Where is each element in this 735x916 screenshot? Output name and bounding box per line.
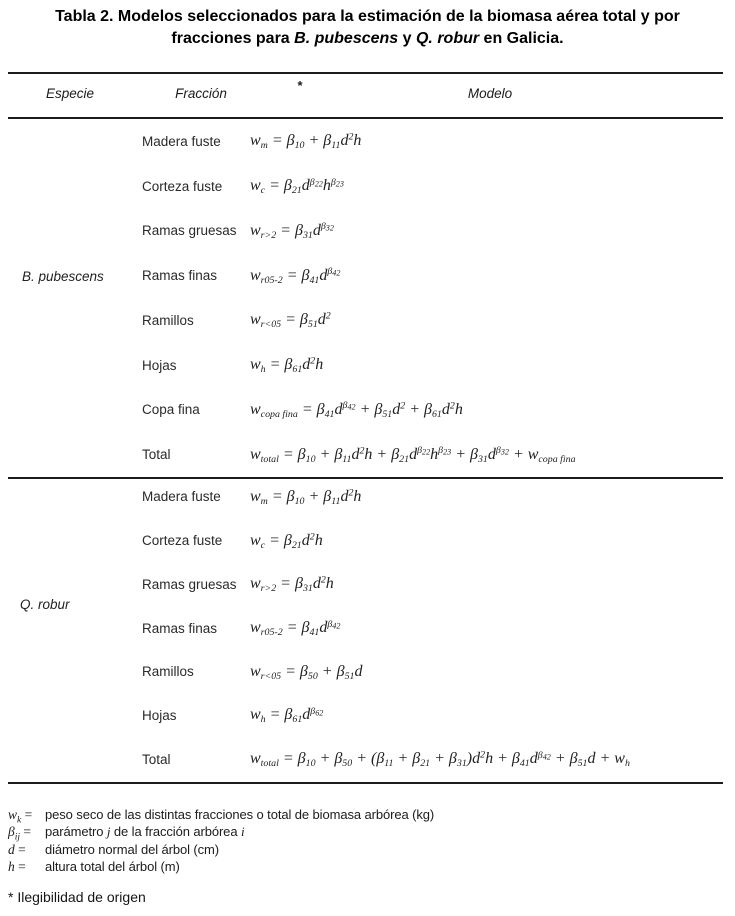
fraction-label: Copa fina: [142, 402, 200, 418]
footnote-text: parámetro j de la fracción arbórea i: [45, 824, 245, 840]
fraction-label: Madera fuste: [142, 489, 221, 505]
model-formula: $w_c = \beta_{21}d^{\beta_{22}}h^{\beta_{23}}$: [250, 176, 344, 197]
table-row: [0, 475, 735, 519]
species-label-q-robur: Q. robur: [20, 597, 70, 612]
model-formula: $w_m = \beta_{10} + \beta_{11}d^2h$: [250, 131, 362, 152]
footnote-definitions: [8, 806, 708, 876]
table-row: [0, 119, 735, 164]
table-row: [0, 562, 735, 606]
footnote-symbol: h =: [8, 859, 26, 875]
fraction-label: Hojas: [142, 707, 177, 723]
table-row: [0, 388, 735, 433]
fraction-label: Total: [142, 751, 171, 767]
fraction-label: Ramas finas: [142, 268, 218, 284]
fraction-label: Ramas gruesas: [142, 576, 237, 592]
table-caption-line2: fracciones para B. pubescens y Q. robur en Galicia.: [171, 30, 564, 47]
footnote-text: altura total del árbol (m): [45, 859, 180, 875]
model-formula: $w_{r<05} = \beta_{50} + \beta_{51}d$: [250, 662, 363, 682]
model-formula: $w_{copa fina} = \beta_{41}d^{\beta_{42}} + \beta_{51}d^2 + \beta_{61}d^2h$: [250, 400, 463, 420]
footnote-symbol: $w_k$ =: [8, 807, 33, 826]
footnote-text: peso seco de las distintas fracciones o total de biomasa arbórea (kg): [45, 807, 435, 822]
footnote-symbol: d =: [8, 841, 26, 857]
model-formula: $w_c = \beta_{21}d^2h$: [250, 531, 323, 551]
model-formula: $w_{r05-2} = \beta_{41}d^{\beta_{42}}$: [250, 266, 341, 286]
fraction-label: Total: [142, 447, 171, 463]
table-header-row: [0, 78, 735, 112]
model-formula: $w_{r<05} = \beta_{51}d^2$: [250, 310, 331, 331]
table-caption: [0, 6, 735, 50]
table-top-rule: [8, 72, 723, 74]
model-formula: $w_{r05-2} = \beta_{41}d^{\beta_{42}}$: [250, 618, 341, 638]
model-formula: $w_{total} = \beta_{10} + \beta_{11}d^2h + \beta_{21}d^{\beta_{22}}h^{\beta_{23}} + \beta_{31}d^{\beta_{32}} + w_{copa fina}$: [250, 445, 576, 465]
header-modelo: Modelo: [467, 86, 513, 101]
origin-note: * Ilegibilidad de origen: [8, 889, 146, 905]
model-formula: $w_{total} = \beta_{10} + \beta_{50} + (\beta_{11} + \beta_{21} + \beta_{31})d^2h + \beta_{41}d^{\beta_{42}} + \beta_{51}d + w_h$: [250, 749, 630, 770]
model-formula: $w_h = \beta_{61}d^{\beta_{62}}$: [250, 706, 324, 726]
table-caption-line1: Tabla 2. Modelos seleccionados para la estimación de la biomasa aérea total y por: [55, 8, 680, 25]
footnote-text: diámetro normal del árbol (cm): [45, 841, 220, 857]
table-row: [0, 650, 735, 694]
table-row: [0, 606, 735, 650]
header-fraccion: Fracción: [175, 86, 227, 101]
footnote-line: [8, 823, 708, 843]
table-row: [0, 253, 735, 298]
header-especie: Especie: [45, 86, 95, 101]
header-asterisk: *: [297, 78, 303, 93]
table-row: [0, 694, 735, 738]
model-formula: $w_{r>2} = \beta_{31}d^{\beta_{32}}$: [250, 221, 334, 241]
species-label-b-pubescens: B. pubescens: [22, 269, 104, 284]
fraction-label: Ramillos: [142, 312, 194, 328]
table-row: [0, 298, 735, 343]
footnote-symbol: $\beta_{ij}$ =: [8, 824, 31, 843]
table-bottom-rule: [8, 782, 723, 784]
model-formula: $w_m = \beta_{10} + \beta_{11}d^2h$: [250, 487, 362, 507]
model-formula: $w_{r>2} = \beta_{31}d^2h$: [250, 574, 334, 595]
footnote-line: [8, 858, 708, 875]
table-row: [0, 737, 735, 781]
fraction-label: Corteza fuste: [142, 533, 223, 549]
table-row: [0, 209, 735, 254]
fraction-label: Corteza fuste: [142, 178, 223, 194]
fraction-label: Madera fuste: [142, 133, 221, 149]
table-row: [0, 343, 735, 388]
section-q-robur: [0, 475, 735, 781]
table-row: [0, 519, 735, 563]
fraction-label: Ramas finas: [142, 620, 218, 636]
section-b-pubescens: [0, 119, 735, 477]
model-formula: $w_h = \beta_{61}d^2h$: [250, 355, 324, 376]
fraction-label: Ramillos: [142, 664, 194, 680]
table-row: [0, 164, 735, 209]
footnote-line: [8, 806, 708, 826]
table-row: [0, 432, 735, 477]
fraction-label: Ramas gruesas: [142, 223, 237, 239]
footnote-line: [8, 841, 708, 858]
fraction-label: Hojas: [142, 357, 177, 373]
